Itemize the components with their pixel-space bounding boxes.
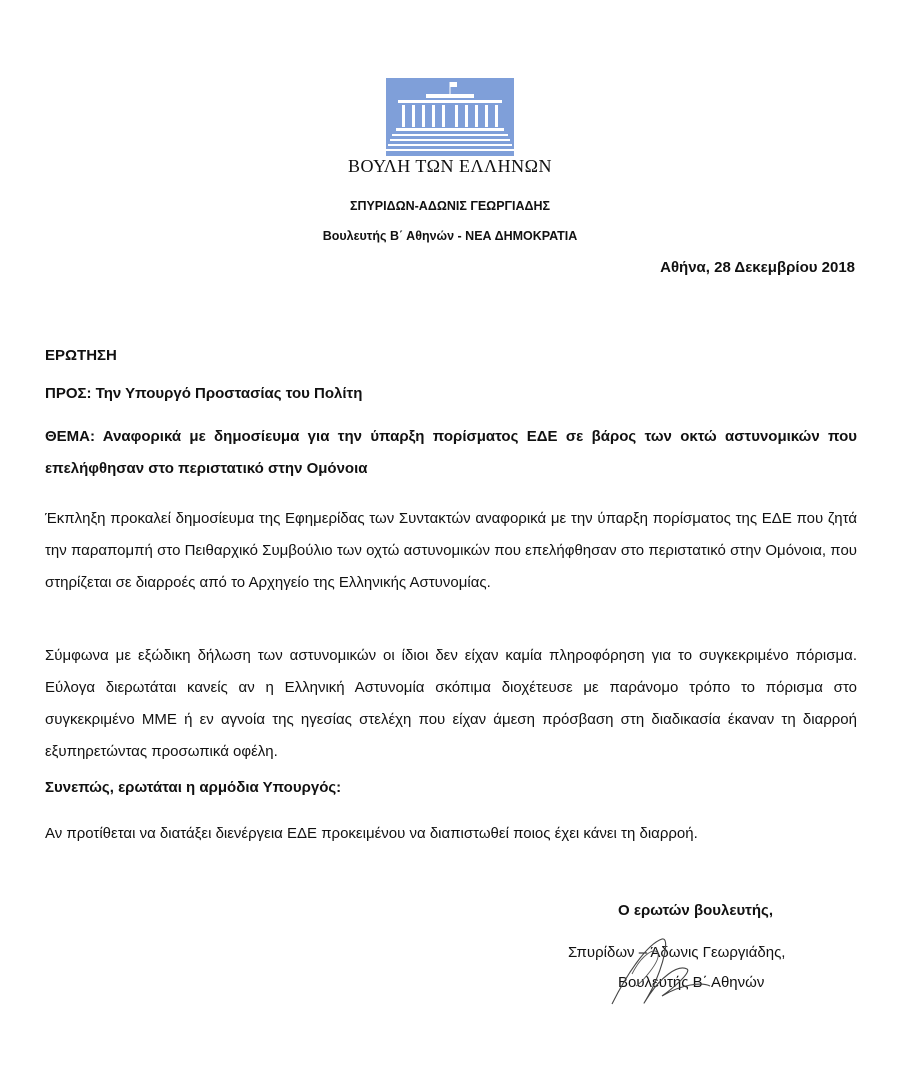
recipient-line: ΠΡΟΣ: Την Υπουργό Προστασίας του Πολίτη <box>45 385 363 402</box>
body-paragraph-2: Σύμφωνα με εξώδικη δήλωση των αστυνομικών οι ίδιοι δεν είχαν καμία πληροφόρηση για το συγκεκριμένο πόρισμα. Εύλογα διερωτάται κανείς αν η Ελληνική Αστυνομία σκόπιμα διοχέτευσε με παράνομο τρόπο το πόρισμα στο συγκεκριμένο ΜΜΕ ή εν αγνοία της ηγεσίας στελέχη που είχαν άμεση πρόσβαση στη διαδικασία έκαναν τη διαρροή εξυπηρετώντας προσωπικά οφέλη. <box>45 647 857 760</box>
parliament-name: ΒΟΥΛΗ ΤΩΝ ΕΛΛΗΝΩΝ <box>348 156 552 176</box>
question-text: Αν προτίθεται να διατάξει διενέργεια ΕΔΕ προκειμένου να διαπιστωθεί ποιος έχει κάνει τη διαρροή. <box>45 825 698 842</box>
mp-role: Βουλευτής Β΄ Αθηνών - ΝΕΑ ΔΗΜΟΚΡΑΤΙΑ <box>322 229 578 243</box>
signatory-name: Σπυρίδων – Άδωνις Γεωργιάδης, <box>568 944 786 961</box>
parliament-building-logo-icon <box>386 78 514 156</box>
handwritten-signature-icon <box>592 934 722 1014</box>
document-date: Αθήνα, 28 Δεκεμβρίου 2018 <box>660 259 855 276</box>
body-paragraph-1: Έκπληξη προκαλεί δημοσίευμα της Εφημερίδας των Συντακτών αναφορικά με την ύπαρξη πορίσματος της ΕΔΕ που ζητά την παραπομπή στο Πειθαρχικό Συμβούλιο των οχτώ αστυνομικών που επελήφθησαν στο περιστατικό στην Ομόνοια, που στηρίζεται σε διαρροές από το Αρχηγείο της Ελληνικής Αστυνομίας. <box>45 510 857 591</box>
subject-line: ΘΕΜΑ: Αναφορικά με δημοσίευμα για την ύπαρξη πορίσματος ΕΔΕ σε βάρος των οκτώ αστυνομικών που επελήφθησαν στο περιστατικό στην Ομόνοια <box>45 428 857 477</box>
conclusion-line: Συνεπώς, ερωτάται η αρμόδια Υπουργός: <box>45 779 342 796</box>
mp-name: ΣΠΥΡΙΔΩΝ-ΑΔΩΝΙΣ ΓΕΩΡΓΙΑΔΗΣ <box>349 199 551 213</box>
signatory-role: Βουλευτής Β΄ Αθηνών <box>618 974 765 991</box>
signature-title: Ο ερωτών βουλευτής, <box>618 902 774 919</box>
question-label: ΕΡΩΤΗΣΗ <box>45 347 117 364</box>
